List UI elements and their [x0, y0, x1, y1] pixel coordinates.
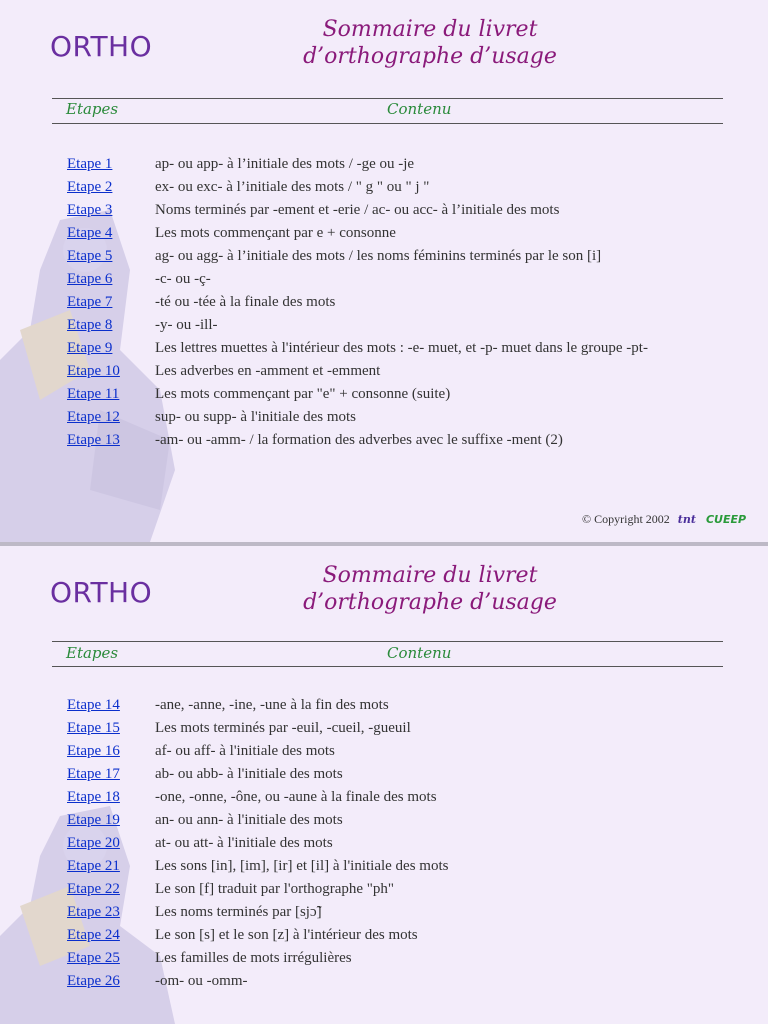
etape-description: Les sons [in], [im], [ir] et [il] à l'initiale des mots [155, 858, 449, 874]
title-line-1: Sommaire du livret [322, 17, 538, 42]
etape-description: ex- ou exc- à l’initiale des mots / " g " ou " j " [155, 179, 430, 195]
list-item [67, 429, 648, 452]
list-item [67, 878, 448, 901]
etape-description: -té ou -tée à la finale des mots [155, 294, 336, 310]
etape-description: an- ou ann- à l'initiale des mots [155, 812, 343, 828]
copyright-text: © Copyright 2002 [582, 512, 670, 526]
list-item [67, 740, 448, 763]
list-item [67, 855, 448, 878]
column-header-etapes: Etapes [66, 100, 119, 118]
header-top-rule [52, 641, 723, 642]
etape-description: at- ou att- à l'initiale des mots [155, 835, 333, 851]
list-item [67, 970, 448, 993]
etape-link[interactable]: Etape 26 [67, 973, 120, 989]
column-header-etapes: Etapes [66, 644, 119, 662]
tnt-logo: tnt [677, 513, 696, 526]
title-line-1: Sommaire du livret [322, 563, 538, 588]
title-line-2: d’orthographe d’usage [303, 590, 557, 615]
page-title [230, 562, 630, 616]
list-item [67, 947, 448, 970]
etape-description: Les noms terminés par [sjɔ̃] [155, 904, 322, 920]
etape-description: Les lettres muettes à l'intérieur des mots : -e- muet, et -p- muet dans le groupe -pt- [155, 340, 648, 356]
list-item [67, 337, 648, 360]
header-top-rule [52, 98, 723, 99]
list-item [67, 694, 448, 717]
etape-link[interactable]: Etape 6 [67, 271, 113, 287]
etape-link[interactable]: Etape 24 [67, 927, 120, 943]
etape-link[interactable]: Etape 16 [67, 743, 120, 759]
etape-link[interactable]: Etape 1 [67, 156, 113, 172]
etape-link[interactable]: Etape 13 [67, 432, 120, 448]
cueep-logo: CUEEP [705, 513, 747, 526]
etape-description: Le son [s] et le son [z] à l'intérieur des mots [155, 927, 418, 943]
etape-description: -y- ou -ill- [155, 317, 218, 333]
etape-link[interactable]: Etape 8 [67, 317, 113, 333]
etape-link[interactable]: Etape 9 [67, 340, 113, 356]
column-header-contenu: Contenu [387, 100, 452, 118]
etape-link[interactable]: Etape 18 [67, 789, 120, 805]
etape-link[interactable]: Etape 3 [67, 202, 113, 218]
list-item [67, 383, 648, 406]
list-item [67, 786, 448, 809]
etape-link[interactable]: Etape 21 [67, 858, 120, 874]
list-item [67, 268, 648, 291]
etapes-list [67, 694, 448, 993]
list-item [67, 360, 648, 383]
etape-link[interactable]: Etape 15 [67, 720, 120, 736]
etape-description: sup- ou supp- à l'initiale des mots [155, 409, 357, 425]
list-item [67, 832, 448, 855]
etape-link[interactable]: Etape 4 [67, 225, 113, 241]
column-header-contenu: Contenu [387, 644, 452, 662]
header-bottom-rule [52, 123, 723, 124]
list-item [67, 153, 648, 176]
list-item [67, 291, 648, 314]
etape-link[interactable]: Etape 14 [67, 697, 120, 713]
etape-description: -om- ou -omm- [155, 973, 248, 989]
etape-link[interactable]: Etape 12 [67, 409, 120, 425]
etape-link[interactable]: Etape 22 [67, 881, 120, 897]
list-item [67, 763, 448, 786]
list-item [67, 406, 648, 429]
etapes-list [67, 153, 648, 452]
copyright-footer [582, 512, 746, 527]
list-item [67, 314, 648, 337]
etape-description: Noms terminés par -ement et -erie / ac- ou acc- à l’initiale des mots [155, 202, 560, 218]
etape-description: Les mots terminés par -euil, -cueil, -gueuil [155, 720, 411, 736]
etape-description: Les adverbes en -amment et -emment [155, 363, 381, 379]
etape-description: Les mots commençant par e + consonne [155, 225, 396, 241]
etape-link[interactable]: Etape 20 [67, 835, 120, 851]
list-item [67, 901, 448, 924]
etape-description: -c- ou -ç- [155, 271, 211, 287]
list-item [67, 199, 648, 222]
list-item [67, 222, 648, 245]
etape-description: -ane, -anne, -ine, -une à la fin des mots [155, 697, 389, 713]
summary-page-2 [0, 546, 768, 1024]
etape-description: -one, -onne, -ône, ou -aune à la finale des mots [155, 789, 437, 805]
etape-description: ap- ou app- à l’initiale des mots / -ge ou -je [155, 156, 415, 172]
brand-logo: ORTHO [50, 30, 153, 63]
etape-description: -am- ou -amm- / la formation des adverbes avec le suffixe -ment (2) [155, 432, 563, 448]
etape-link[interactable]: Etape 23 [67, 904, 120, 920]
list-item [67, 924, 448, 947]
etape-link[interactable]: Etape 25 [67, 950, 120, 966]
page-title [230, 16, 630, 70]
list-item [67, 809, 448, 832]
etape-link[interactable]: Etape 2 [67, 179, 113, 195]
etape-link[interactable]: Etape 5 [67, 248, 113, 264]
list-item [67, 717, 448, 740]
etape-link[interactable]: Etape 10 [67, 363, 120, 379]
etape-description: ab- ou abb- à l'initiale des mots [155, 766, 343, 782]
header-bottom-rule [52, 666, 723, 667]
etape-description: Les familles de mots irrégulières [155, 950, 352, 966]
list-item [67, 176, 648, 199]
etape-link[interactable]: Etape 17 [67, 766, 120, 782]
etape-link[interactable]: Etape 7 [67, 294, 113, 310]
etape-description: ag- ou agg- à l’initiale des mots / les noms féminins terminés par le son [i] [155, 248, 602, 264]
etape-link[interactable]: Etape 19 [67, 812, 120, 828]
title-line-2: d’orthographe d’usage [303, 44, 557, 69]
etape-description: Le son [f] traduit par l'orthographe "ph" [155, 881, 395, 897]
brand-logo: ORTHO [50, 576, 153, 609]
etape-description: Les mots commençant par "e" + consonne (suite) [155, 386, 451, 402]
list-item [67, 245, 648, 268]
etape-description: af- ou aff- à l'initiale des mots [155, 743, 335, 759]
etape-link[interactable]: Etape 11 [67, 386, 120, 402]
